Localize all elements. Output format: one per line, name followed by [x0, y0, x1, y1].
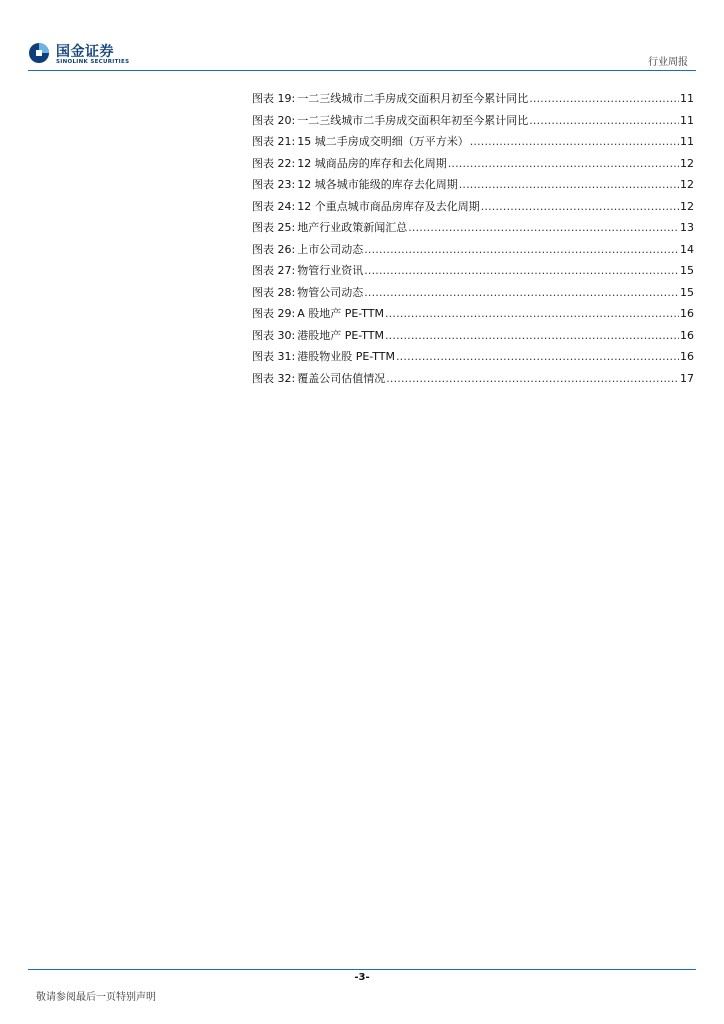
- toc-entry[interactable]: [252, 303, 694, 325]
- toc-entry-label: 图表 30:: [252, 328, 296, 342]
- toc-entry-title: 上市公司动态: [297, 242, 364, 256]
- toc-entry-page: 11: [680, 92, 694, 105]
- toc-entry-page: 12: [680, 199, 694, 213]
- company-logo: [28, 40, 168, 70]
- toc-leader-dots: [385, 303, 679, 325]
- toc-entry-label: 图表 32:: [252, 371, 296, 385]
- toc-entry-label: 图表 27:: [252, 264, 296, 277]
- footer-disclaimer: 敬请参阅最后一页特别声明: [36, 992, 156, 1003]
- toc-entry-label: 图表 24:: [252, 199, 296, 213]
- toc-entry[interactable]: [252, 260, 694, 282]
- toc-entry-title: 港股地产 PE-TTM: [297, 328, 384, 342]
- toc-entry-title: 物管行业资讯: [297, 264, 364, 277]
- toc-entry-label: 图表 21:: [252, 135, 296, 148]
- toc-entry-page: 14: [680, 242, 694, 256]
- toc-entry-label: 图表 20:: [252, 113, 296, 127]
- toc-entry[interactable]: [252, 282, 694, 304]
- toc-leader-dots: [448, 153, 679, 175]
- toc-leader-dots: [386, 368, 679, 390]
- toc-entry-label: 图表 22:: [252, 156, 296, 170]
- header-divider: [28, 70, 696, 71]
- toc-entry-title: 一二三线城市二手房成交面积月初至今累计同比: [297, 92, 529, 105]
- toc-entry[interactable]: [252, 110, 694, 132]
- toc-entry-label: 图表 19:: [252, 92, 296, 105]
- toc-entry-page: 13: [680, 221, 694, 234]
- toc-leader-dots: [364, 260, 679, 282]
- toc-entry-label: 图表 26:: [252, 242, 296, 256]
- toc-entry[interactable]: [252, 196, 694, 218]
- toc-entry-page: 11: [680, 135, 694, 148]
- toc-leader-dots: [364, 282, 679, 304]
- toc-entry-page: 11: [680, 113, 694, 127]
- figure-table-of-contents: [252, 88, 694, 389]
- toc-entry-page: 15: [680, 285, 694, 299]
- report-type-label: 行业周报: [648, 57, 688, 68]
- toc-leader-dots: [529, 88, 679, 110]
- page-header: [0, 0, 724, 72]
- toc-entry[interactable]: [252, 153, 694, 175]
- footer-divider: [28, 969, 696, 970]
- page-number: -3-: [354, 972, 370, 983]
- toc-leader-dots: [529, 110, 679, 132]
- toc-entry-label: 图表 23:: [252, 178, 296, 191]
- toc-leader-dots: [385, 325, 679, 347]
- toc-entry-label: 图表 28:: [252, 285, 296, 299]
- toc-entry-title: 港股物业股 PE-TTM: [297, 350, 395, 363]
- toc-entry-title: 12 城各城市能级的库存去化周期: [297, 178, 458, 191]
- toc-entry-page: 12: [680, 156, 694, 170]
- toc-entry-title: 覆盖公司估值情况: [297, 371, 386, 385]
- toc-leader-dots: [364, 239, 679, 261]
- toc-entry-title: 12 个重点城市商品房库存及去化周期: [297, 199, 480, 213]
- toc-entry-title: 物管公司动态: [297, 285, 364, 299]
- toc-leader-dots: [481, 196, 679, 218]
- toc-entry-title: 地产行业政策新闻汇总: [297, 221, 408, 234]
- toc-leader-dots: [408, 217, 679, 239]
- logo-chinese-name: 国金证券: [56, 44, 114, 60]
- toc-entry-page: 12: [680, 178, 694, 191]
- toc-entry[interactable]: [252, 217, 694, 239]
- toc-entry-page: 15: [680, 264, 694, 277]
- toc-entry-title: 12 城商品房的库存和去化周期: [297, 156, 447, 170]
- logo-english-name: SINOLINK SECURITIES: [56, 59, 130, 65]
- toc-leader-dots: [396, 346, 679, 368]
- toc-entry-label: 图表 29:: [252, 307, 296, 320]
- toc-entry-title: 一二三线城市二手房成交面积年初至今累计同比: [297, 113, 529, 127]
- toc-entry-page: 16: [680, 307, 694, 320]
- toc-entry[interactable]: [252, 239, 694, 261]
- toc-leader-dots: [459, 174, 679, 196]
- toc-entry[interactable]: [252, 131, 694, 153]
- toc-entry-title: 15 城二手房成交明细（万平方米）: [297, 135, 469, 148]
- toc-entry-page: 17: [680, 371, 694, 385]
- toc-entry-page: 16: [680, 328, 694, 342]
- toc-entry[interactable]: [252, 325, 694, 347]
- toc-entry-label: 图表 31:: [252, 350, 296, 363]
- toc-entry[interactable]: [252, 346, 694, 368]
- toc-entry[interactable]: [252, 174, 694, 196]
- toc-entry[interactable]: [252, 88, 694, 110]
- toc-entry[interactable]: [252, 368, 694, 390]
- toc-entry-page: 16: [680, 350, 694, 363]
- toc-entry-label: 图表 25:: [252, 221, 296, 234]
- toc-leader-dots: [470, 131, 679, 153]
- logo-mark-icon: [28, 42, 50, 64]
- toc-entry-title: A 股地产 PE-TTM: [297, 307, 384, 320]
